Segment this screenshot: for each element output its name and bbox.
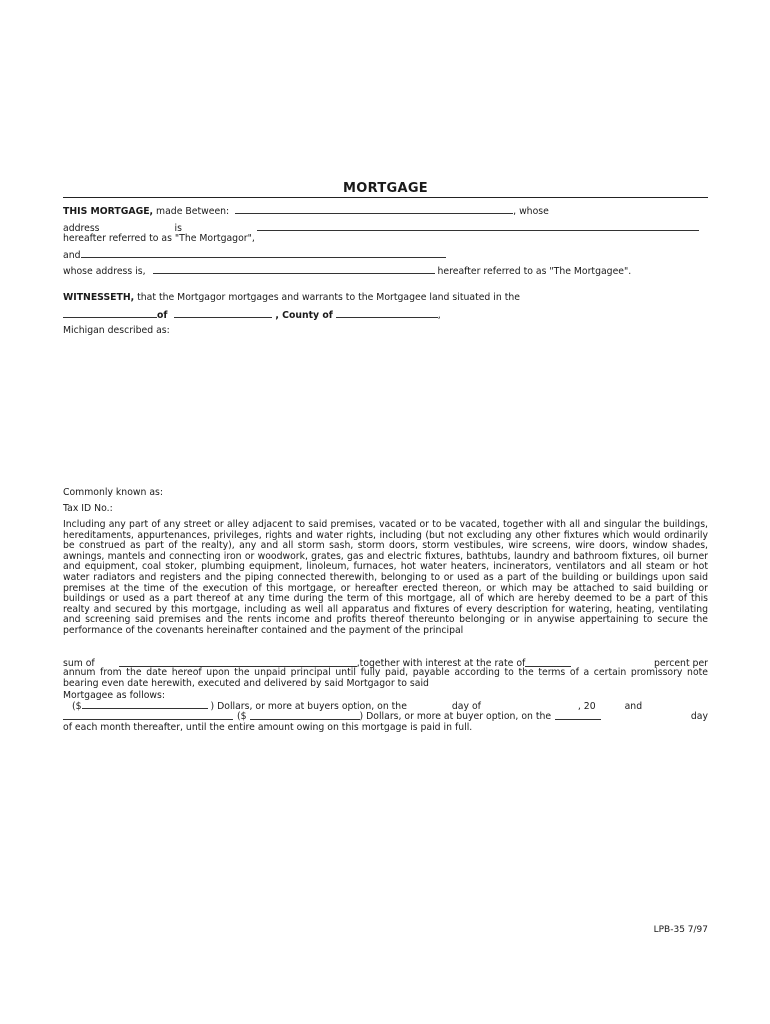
document-title: MORTGAGE <box>343 181 428 196</box>
mortgagee-address-blank[interactable] <box>153 265 435 274</box>
sum-amount-blank[interactable] <box>119 658 357 667</box>
monthly-words-blank[interactable] <box>63 711 233 720</box>
payment-terms-paragraph: annum from the date hereof upon the unpaid principal until fully paid, payable according to the terms of a certain promissory note bearing even date herewith, executed and delivered by said Mortgagor to said <box>63 667 708 689</box>
buyer-option-text: ) Dollars, or more at buyer option, on the <box>359 711 552 722</box>
day-label: day <box>690 711 708 722</box>
dollar-sign-2: ($ <box>237 711 247 722</box>
address-label: address <box>63 223 100 234</box>
parties-line <box>63 205 549 217</box>
day-of-label: day of <box>451 701 481 712</box>
sum-of-label: sum of <box>63 658 95 669</box>
as-follows-line: Mortgagee as follows: <box>63 690 165 701</box>
title-rule <box>63 197 708 198</box>
of-label: of <box>157 310 168 321</box>
mortgagee-ref-text: hereafter referred to as "The Mortgagee". <box>437 266 632 277</box>
mortgagor-name-blank[interactable] <box>235 205 513 214</box>
mortgagee-name-blank[interactable] <box>81 249 446 258</box>
county-label: , County of <box>275 310 333 321</box>
year-label: , 20 <box>577 701 596 712</box>
and-label: and <box>63 250 81 261</box>
whose-text: , whose <box>513 206 549 217</box>
percent-per-text: percent per <box>653 658 708 669</box>
monthly-amount-blank[interactable] <box>250 711 360 720</box>
and-label-2: and <box>624 701 643 712</box>
made-between-text: made Between: <box>153 206 230 217</box>
county-blank[interactable] <box>336 309 438 318</box>
this-mortgage-label: THIS MORTGAGE, <box>63 206 154 217</box>
commonly-known-line: Commonly known as: <box>63 487 164 498</box>
city-blank[interactable] <box>174 309 272 318</box>
monthly-day-blank[interactable] <box>555 711 601 720</box>
mortgagee-address-line <box>63 265 631 277</box>
township-blank[interactable] <box>63 309 157 318</box>
witnesseth-line <box>63 292 520 303</box>
document-page <box>63 0 708 1024</box>
payment-line-2 <box>63 711 708 722</box>
tax-id-line: Tax ID No.: <box>63 503 113 514</box>
mortgagor-ref-line: hereafter referred to as "The Mortgagor", <box>63 233 255 244</box>
whose-address-label: whose address is, <box>63 266 146 277</box>
location-line <box>63 309 441 321</box>
described-as-line: Michigan described as: <box>63 325 170 336</box>
interest-text: ,together with interest at the rate of <box>356 658 526 669</box>
payment-amount-blank[interactable] <box>82 700 208 709</box>
form-number: LPB-35 7/97 <box>653 925 708 935</box>
witnesseth-text: that the Mortgagor mortgages and warrants to the Mortgagee land situated in the <box>134 292 520 303</box>
and-line <box>63 249 446 261</box>
location-comma: , <box>437 310 441 321</box>
fixtures-paragraph: Including any part of any street or alley adjacent to said premises, vacated or to be vacated, together with all and singular the buildings, hereditaments, appurtenances, privileges, rights and water rights, including (but not excluding any other fixtures which would ordinarily be construed as part of the realty), any and all storm sash, storm doors, storm vestibules, wire screens, wire doors, window shades, awnings, mantels and connecting iron or woodwork, grates, gas and electric fixtures, bathtubs, laundry and bathroom fixtures, oil burner and equipment, coal stoker, plumbing equipment, linoleum, furnaces, hot water heaters, incinerators, ventilators and all steam or hot water radiators and registers and the piping connected therewith, belonging to or used as a part of the building or buildings upon said premises at the time of the execution of this mortgage, or hereafter erected thereon, or which may be attached to said building or buildings or used as a part thereof at any time during the term of this mortgage, all of which are hereby deemed to be a part of this realty and secured by this mortgage, including as well all apparatus and fixtures of every description for watering, heating, ventilating and screening said premises and the rents income and profits thereof thereunto belonging or in anywise appertaining to secure the performance of the covenants hereinafter contained and the payment of the principal <box>63 519 708 636</box>
witnesseth-label: WITNESSETH, <box>63 292 135 303</box>
mortgagor-address-blank[interactable] <box>257 222 699 231</box>
is-label: is <box>174 223 182 234</box>
dollar-sign-1: ($ <box>72 701 82 712</box>
payment-line-3: of each month thereafter, until the entire amount owing on this mortgage is paid in full. <box>63 722 473 733</box>
interest-rate-blank[interactable] <box>525 658 571 667</box>
payment-option-text: ) Dollars, or more at buyers option, on the <box>210 701 407 712</box>
